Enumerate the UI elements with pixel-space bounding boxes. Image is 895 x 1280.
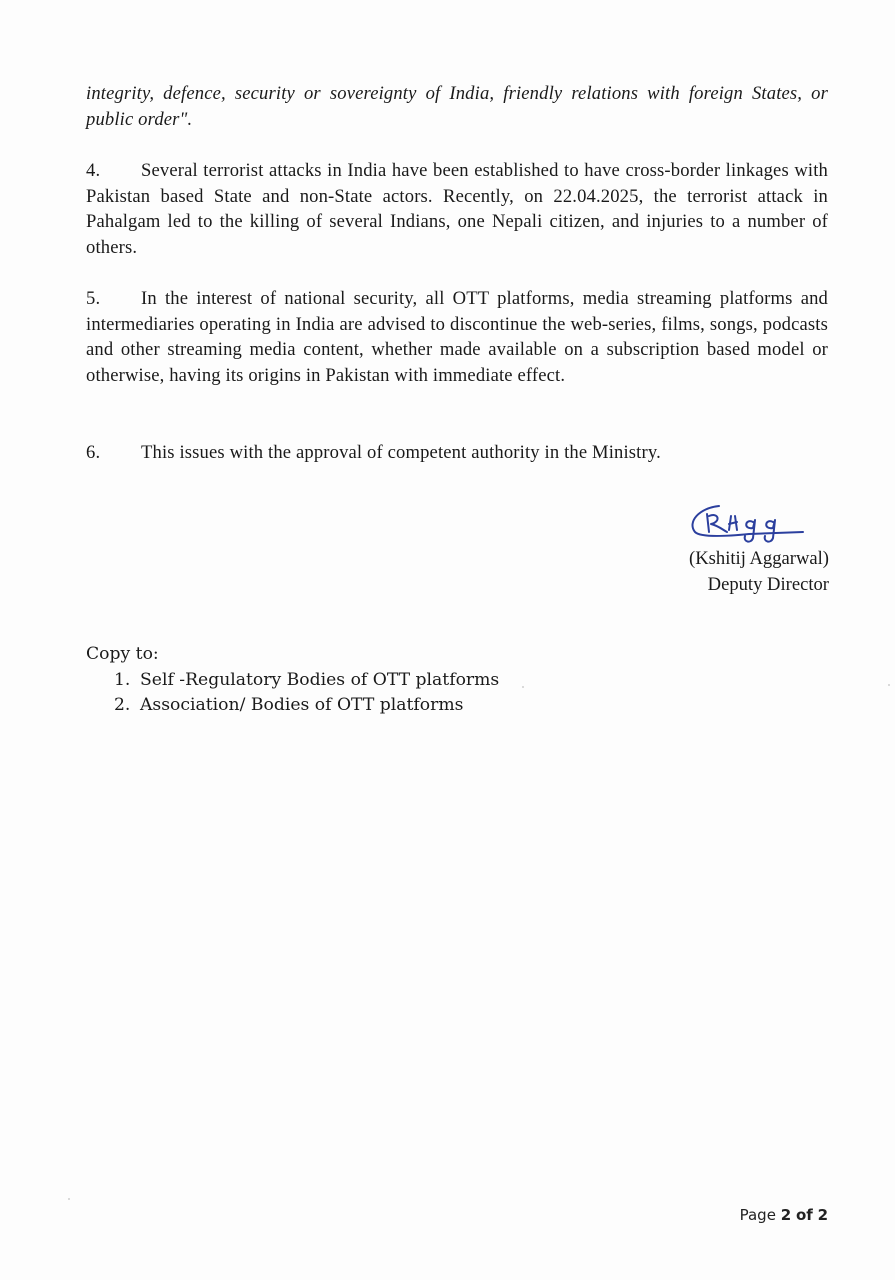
quoted-text-continuation: integrity, defence, security or sovereignty of India, friendly relations with foreign States, or public order". (86, 83, 828, 130)
list-item-text: Self -Regulatory Bodies of OTT platforms (140, 669, 500, 690)
signatory-designation: Deputy Director (707, 573, 829, 595)
paragraph-6 (86, 440, 828, 466)
list-item-index: 2. (114, 695, 131, 716)
signature-block (679, 500, 829, 597)
list-item-text: Association/ Bodies of OTT platforms (140, 695, 464, 716)
copy-to-heading: Copy to: (86, 644, 159, 664)
paragraph-number: 5. (86, 288, 101, 309)
scan-speck (68, 1198, 70, 1200)
paragraph-text: In the interest of national security, all OTT platforms, media streaming platforms and intermediaries operating in India are advised to discontinue the web-series, films, songs, podcasts and other streaming media content, whether made available on a subscription based model or otherwise, having its origins in Pakistan with immediate effect. (86, 288, 828, 386)
copy-to-section (86, 642, 499, 719)
list-item (86, 693, 499, 719)
current-page: 2 (780, 1206, 792, 1224)
signatory-name: (Kshitij Aggarwal) (689, 548, 829, 569)
copy-to-list (86, 668, 499, 719)
list-item-index: 1. (114, 669, 131, 690)
paragraph-text: Several terrorist attacks in India have been established to have cross-border linkages with Pakistan based State and non-State actors. Recently, on 22.04.2025, the terrorist attack in Pahalgam led to the killing of several Indians, one Nepali citizen, and injuries to a number of others. (86, 160, 828, 258)
paragraph-number: 4. (86, 160, 101, 181)
total-pages: 2 (817, 1206, 828, 1224)
page-label: Page (739, 1206, 776, 1224)
page-number-footer (740, 1206, 828, 1224)
paragraph-5 (86, 286, 828, 388)
scan-speck (522, 686, 524, 688)
signature-icon (679, 500, 809, 546)
paragraph-4 (86, 158, 828, 260)
scan-speck (888, 684, 890, 686)
list-item (86, 668, 499, 694)
of-label: of (795, 1206, 813, 1224)
paragraph-number: 6. (86, 442, 101, 463)
paragraph-text: This issues with the approval of competent authority in the Ministry. (141, 442, 661, 463)
